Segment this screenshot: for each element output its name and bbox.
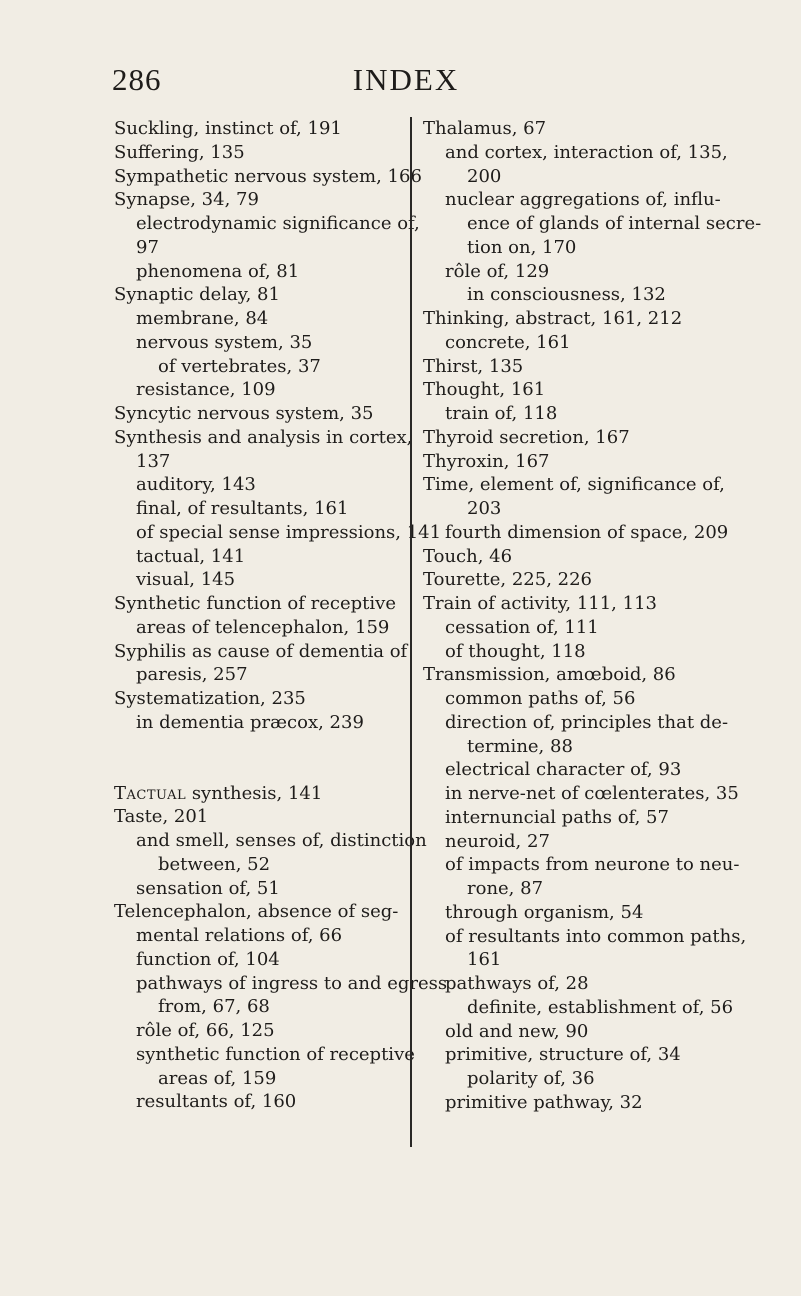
index-entry: Synthesis and analysis in cortex, — [114, 426, 413, 448]
running-head: INDEX — [352, 62, 460, 97]
index-subentry: paresis, 257 — [136, 664, 248, 686]
index-subentry: through organism, 54 — [445, 901, 644, 923]
index-subentry: in consciousness, 132 — [467, 284, 666, 306]
index-entry: Transmission, amœboid, 86 — [423, 664, 676, 686]
index-subentry: 200 — [467, 165, 502, 187]
index-subentry: and smell, senses of, distinction — [136, 830, 427, 851]
index-subentry: sensation of, 51 — [136, 877, 280, 899]
index-entry: Thalamus, 67 — [423, 118, 547, 139]
index-subentry: visual, 145 — [136, 569, 236, 591]
index-entry: Syphilis as cause of dementia of — [114, 640, 408, 662]
index-subentry: resistance, 109 — [136, 379, 276, 401]
index-subentry: membrane, 84 — [136, 308, 269, 329]
index-entry: Thyroxin, 167 — [423, 450, 550, 472]
index-entry: Suffering, 135 — [114, 141, 245, 163]
index-entry: Telencephalon, absence of seg- — [114, 901, 399, 923]
index-subentry: nervous system, 35 — [136, 331, 313, 353]
index-subentry: between, 52 — [158, 853, 271, 875]
index-subentry: primitive, structure of, 34 — [445, 1044, 681, 1066]
index-subentry: synthetic function of receptive — [136, 1043, 415, 1065]
index-subentry: definite, establishment of, 56 — [467, 996, 734, 1018]
index-subentry: of special sense impressions, 141 — [136, 521, 442, 543]
index-subentry: ence of glands of internal secre- — [467, 213, 762, 234]
index-entry: Synaptic delay, 81 — [114, 284, 280, 306]
index-entry: Synapse, 34, 79 — [114, 189, 259, 211]
index-subentry: pathways of, 28 — [445, 973, 589, 994]
page-number: 286 — [112, 62, 162, 97]
index-subentry: common paths of, 56 — [445, 688, 636, 709]
index-entry: Thirst, 135 — [423, 355, 524, 377]
section-gap — [114, 735, 390, 782]
index-subentry: 203 — [467, 498, 502, 519]
index-subentry: areas of, 159 — [158, 1067, 277, 1089]
index-subentry: resultants of, 160 — [136, 1091, 297, 1113]
index-subentry: function of, 104 — [136, 948, 280, 970]
index-entry: Thought, 161 — [423, 379, 546, 401]
index-subentry: internuncial paths of, 57 — [445, 806, 669, 828]
index-subentry: mental relations of, 66 — [136, 925, 343, 946]
index-entry: Thinking, abstract, 161, 212 — [423, 308, 683, 329]
index-subentry: neuroid, 27 — [445, 830, 550, 852]
index-column-left — [114, 117, 448, 1114]
index-subentry: in dementia præcox, 239 — [136, 711, 364, 733]
index-subentry: electrodynamic significance of, — [136, 213, 420, 234]
index-subentry: polarity of, 36 — [467, 1068, 595, 1089]
index-subentry: final, of resultants, 161 — [136, 498, 349, 519]
index-subentry: 97 — [136, 236, 159, 258]
page-header — [112, 62, 700, 102]
index-subentry: and cortex, interaction of, 135, — [445, 141, 728, 163]
index-subentry: termine, 88 — [467, 735, 573, 757]
index-subentry: phenomena of, 81 — [136, 260, 300, 282]
index-subentry: of resultants into common paths, — [445, 925, 747, 947]
index-subentry: auditory, 143 — [136, 474, 256, 496]
index-subentry: primitive pathway, 32 — [445, 1091, 643, 1113]
index-subentry: 161 — [467, 949, 502, 971]
index-subentry: rôle of, 66, 125 — [136, 1020, 275, 1041]
index-subentry: old and new, 90 — [445, 1020, 589, 1042]
index-entry: Suckling, instinct of, 191 — [114, 118, 342, 139]
index-subentry: of thought, 118 — [445, 640, 586, 662]
index-entry: Thyroid secretion, 167 — [423, 426, 630, 448]
index-entry: Taste, 201 — [114, 806, 209, 828]
index-entry: Time, element of, significance of, — [423, 474, 725, 496]
index-subentry: of vertebrates, 37 — [158, 355, 321, 377]
index-subentry: tion on, 170 — [467, 236, 577, 258]
index-column-right — [410, 117, 762, 1147]
index-subentry: areas of telencephalon, 159 — [136, 616, 390, 638]
index-subentry: fourth dimension of space, 209 — [445, 521, 729, 543]
index-subentry: direction of, principles that de- — [445, 711, 729, 733]
index-subentry: in nerve-net of cœlenterates, 35 — [445, 783, 739, 804]
index-entry: Train of activity, 111, 113 — [423, 593, 657, 614]
index-subentry: electrical character of, 93 — [445, 759, 682, 781]
index-entry: Sympathetic nervous system, 166 — [114, 165, 422, 187]
index-entry: Tourette, 225, 226 — [423, 569, 593, 591]
index-subentry: rone, 87 — [467, 878, 544, 899]
index-entry: Systematization, 235 — [114, 688, 306, 709]
index-subentry: of impacts from neurone to neu- — [445, 854, 740, 876]
index-subentry: train of, 118 — [445, 403, 558, 424]
index-entry: Tactual synthesis, 141 — [114, 782, 323, 804]
index-entry: Touch, 46 — [423, 545, 513, 567]
index-subentry: cessation of, 111 — [445, 616, 599, 638]
index-subentry: tactual, 141 — [136, 545, 246, 567]
index-subentry: pathways of ingress to and egress — [136, 972, 448, 994]
index-subentry: nuclear aggregations of, influ- — [445, 189, 721, 211]
index-entry: Synthetic function of receptive — [114, 593, 396, 614]
index-subentry: rôle of, 129 — [445, 260, 550, 282]
index-subentry: from, 67, 68 — [158, 996, 270, 1018]
index-subentry: 137 — [136, 450, 171, 472]
index-entry: Syncytic nervous system, 35 — [114, 403, 374, 424]
index-subentry: concrete, 161 — [445, 331, 571, 353]
